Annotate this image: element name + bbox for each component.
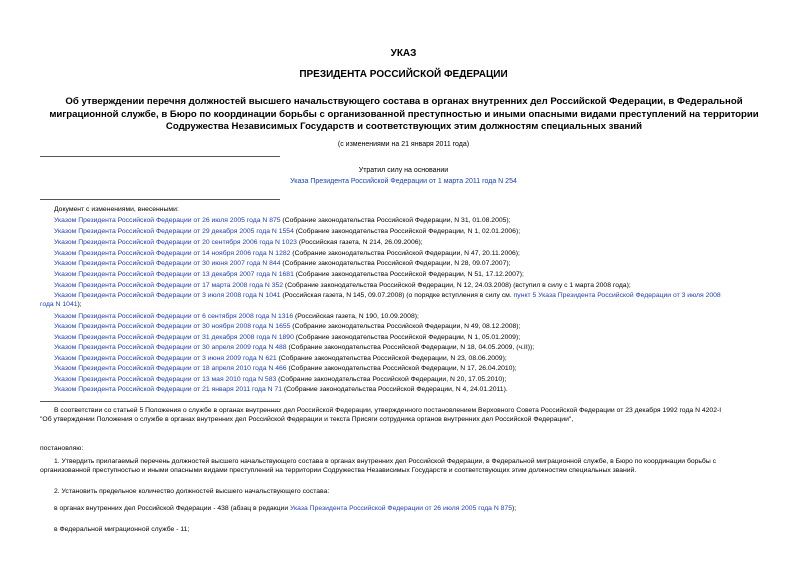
amendment-link[interactable]: Указом Президента Российской Федерации от 14 ноября 2006 года N 1282 (54, 250, 291, 257)
item1-line1: 1. Утвердить прилагаемый перечень должностей высшего начальствующего состава в органах внутренних дел Российской Федерации, в Федеральной миграционной службе, в Бюро по координации борьбы с (54, 458, 716, 465)
amendment-link[interactable]: года N 1041 (40, 301, 78, 308)
amendment-link[interactable]: Указом Президента Российской Федерации от 6 сентября 2008 года N 1316 (54, 313, 294, 320)
list-item (54, 270, 524, 280)
list-item (54, 354, 507, 364)
amendment-link[interactable]: пункт 5 Указа Президента Российской Федерации от 3 июля 2008 (513, 292, 721, 299)
divider (40, 199, 280, 200)
amendment-link[interactable]: Указом Президента Российской Федерации от 17 марта 2008 года N 352 (54, 282, 284, 289)
amendment-source: (Собрание законодательства Российской Федерации, N 4, 24.01.2011). (282, 386, 508, 393)
list-item (54, 281, 631, 291)
amendment-link[interactable]: Указом Президента Российской Федерации от 13 мая 2010 года N 583 (54, 376, 277, 383)
item2a (54, 504, 516, 514)
amendment-source: (Собрание законодательства Российской Федерации, N 1, 02.01.2006); (293, 228, 521, 235)
item2a-end: ); (511, 505, 517, 512)
amendment-source: (Собрание законодательства Российской Федерации, N 31, 01.08.2005); (280, 217, 511, 224)
amendment-link[interactable]: Указом Президента Российской Федерации от 30 апреля 2009 года N 488 (54, 344, 287, 351)
amendment-link[interactable]: Указом Президента Российской Федерации от 30 июня 2007 года N 844 (54, 260, 281, 267)
lost-force-line (0, 178, 807, 185)
amendment-link[interactable]: Указом Президента Российской Федерации от 21 января 2011 года N 71 (54, 386, 282, 393)
amendment-link[interactable]: Указом Президента Российской Федерации от 18 апреля 2010 года N 466 (54, 365, 287, 372)
list-item (54, 259, 511, 269)
amendment-source: (Собрание законодательства Российской Федерации, N 1, 05.01.2009); (293, 334, 521, 341)
list-item (54, 216, 511, 226)
list-item (54, 312, 419, 322)
item2: 2. Установить предельное количество должностей высшего начальствующего состава: (54, 488, 330, 495)
amendment-link[interactable]: Указом Президента Российской Федерации от 26 июля 2005 года N 875 (54, 217, 281, 224)
list-item-continuation (40, 300, 82, 310)
divider (40, 156, 280, 157)
amendment-source: (Собрание законодательства Российской Федерации, N 20, 17.05.2010); (276, 376, 507, 383)
list-item (54, 364, 517, 374)
list-item (54, 291, 721, 301)
heading-president: ПРЕЗИДЕНТА РОССИЙСКОЙ ФЕДЕРАЦИИ (299, 69, 508, 80)
amendment-link[interactable]: Указом Президента Российской Федерации от 3 июня 2009 года N 621 (54, 355, 277, 362)
lost-force-text: Утратил силу на основании (358, 167, 449, 174)
preamble-line2: "Об утверждении Положения о службе в органах внутренних дел Российской Федерации и текста Присяги сотрудника органов внутренних дел Российской Федерации", (40, 416, 574, 423)
decree-word: постановляю: (40, 445, 84, 452)
amendment-link[interactable]: Указом Президента Российской Федерации от 3 июля 2008 года N 1041 (54, 292, 281, 299)
amendment-link[interactable]: Указом Президента Российской Федерации от 30 ноября 2008 года N 1655 (54, 323, 291, 330)
amendment-source: (Российская газета, N 145, 09.07.2008) (о порядке вступления в силу см. (280, 292, 512, 299)
amendment-source: (Российская газета, N 190, 10.09.2008); (293, 313, 419, 320)
amendment-source: (Собрание законодательства Российской Федерации, N 12, 24.03.2008) (вступил в силу с 1 марта 2008 года); (283, 282, 631, 289)
amendment-link[interactable]: Указом Президента Российской Федерации от 13 декабря 2007 года N 1681 (54, 271, 294, 278)
amendment-source: (Собрание законодательства Российской Федерации, N 28, 09.07.2007); (280, 260, 511, 267)
amendment-source: (Собрание законодательства Российской Федерации, N 17, 26.04.2010); (286, 365, 517, 372)
amendment-source: (Собрание законодательства Российской Федерации, N 49, 08.12.2008); (290, 323, 521, 330)
item1-line2: организованной преступностью и иными опасными видами преступлений на территории Содружества Независимых Государств и соответствующих этим должностям специальных званий. (40, 467, 637, 474)
list-item (54, 333, 520, 343)
amendment-source: (Российская газета, N 214, 26.09.2006); (296, 239, 423, 246)
item2b: в Федеральной миграционной службе - 11; (54, 526, 190, 533)
amendment-source: (Собрание законодательства Российской Федерации, N 51, 17.12.2007); (293, 271, 524, 278)
document-title: Об утверждении перечня должностей высшего начальствующего состава в органах внутренних дел Российской Федерации, в Федеральной миграционной службе, в Бюро по координации борьбы с организованной преступностью и иными опасными видами преступлений на территории Содружества Независимых Государств и соответствующих этим должностям специальных званий (49, 96, 759, 132)
amendment-source: (Собрание законодательства Российской Федерации, N 47, 20.11.2006); (290, 250, 520, 257)
list-item (54, 322, 520, 332)
lost-force-link[interactable]: Указа Президента Российской Федерации от 1 марта 2011 года N 254 (290, 178, 517, 185)
list-item (54, 249, 520, 259)
amendment-link[interactable]: Указом Президента Российской Федерации от 20 сентября 2006 года N 1023 (54, 239, 297, 246)
heading-decree: УКАЗ (390, 48, 417, 59)
amendment-source: ); (77, 301, 82, 308)
list-item (54, 238, 423, 248)
item2a-link[interactable]: Указа Президента Российской Федерации от 26 июля 2005 года N 875 (290, 505, 512, 512)
list-item (54, 385, 508, 395)
amendment-header: Документ с изменениями, внесенными: (54, 206, 179, 213)
amendment-note: (с изменениями на 21 января 2011 года) (337, 141, 470, 148)
list-item (54, 343, 534, 353)
amendment-source: (Собрание законодательства Российской Федерации, N 23, 08.06.2009); (276, 355, 507, 362)
item2a-text: в органах внутренних дел Российской Федерации - 438 (абзац в редакции (54, 505, 291, 512)
amendment-source: (Собрание законодательства Российской Федерации, N 18, 04.05.2009, (ч.II)); (286, 344, 535, 351)
amendment-link[interactable]: Указом Президента Российской Федерации от 29 декабря 2005 года N 1554 (54, 228, 294, 235)
preamble-line1: В соответствии со статьей 5 Положения о службе в органах внутренних дел Российской Федерации, утвержденного постановлением Верховного Совета Российской Федерации от 23 декабря 1992 года N 4202-I (54, 407, 722, 414)
list-item (54, 227, 520, 237)
divider (40, 401, 280, 402)
list-item (54, 375, 506, 385)
amendment-link[interactable]: Указом Президента Российской Федерации от 31 декабря 2008 года N 1890 (54, 334, 294, 341)
